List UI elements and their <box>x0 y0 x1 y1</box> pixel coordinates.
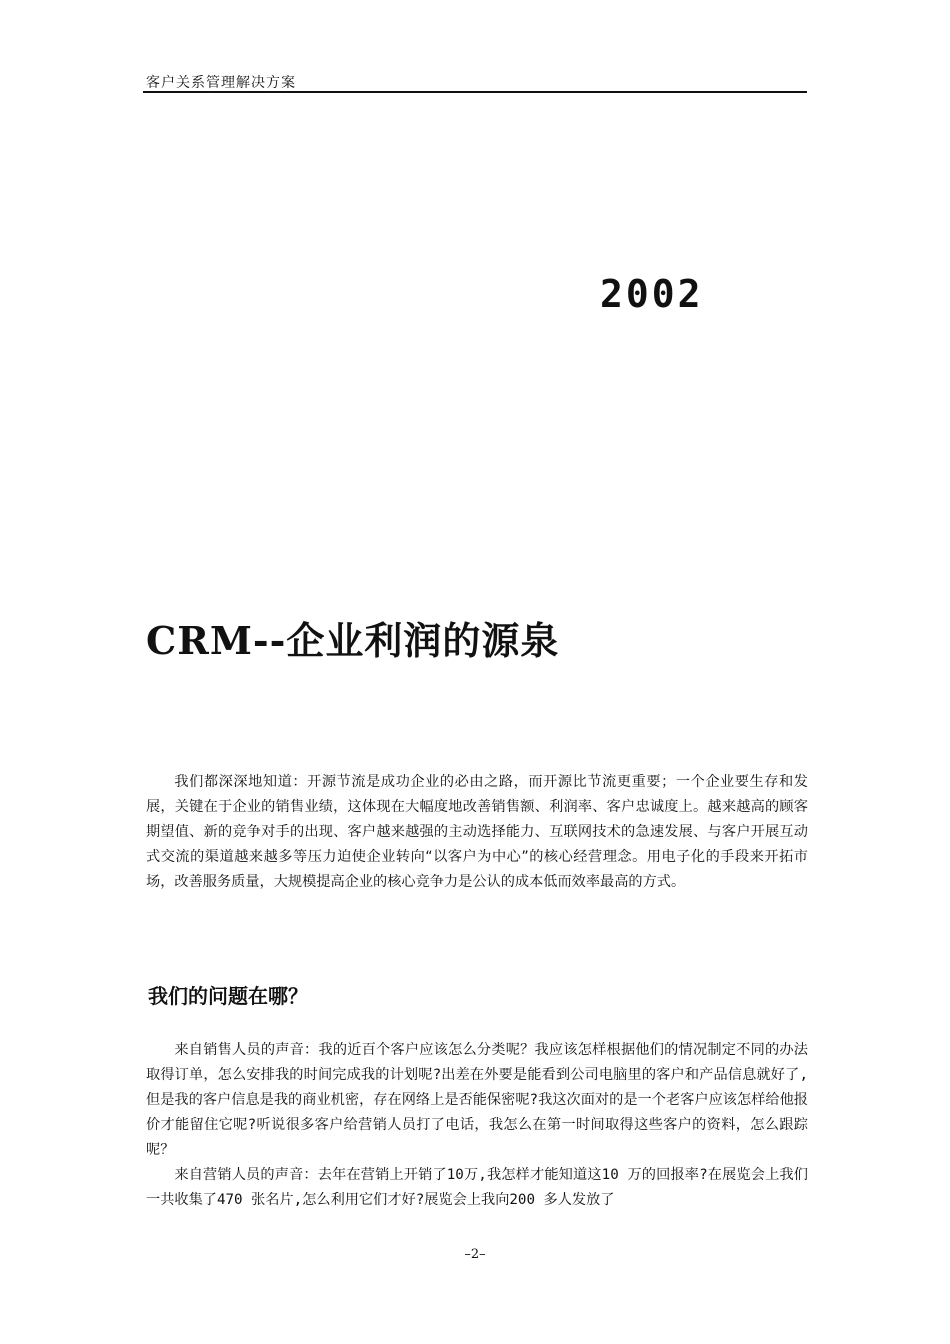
body-paragraph-marketing: 来自营销人员的声音：去年在营销上开销了10万,我怎样才能知道这10 万的回报率?在展览会上我们一共收集了470 张名片,怎么利用它们才好?展览会上我向200 多人发放了 <box>146 1167 808 1208</box>
body-paragraph-sales: 来自销售人员的声音：我的近百个客户应该怎么分类呢？我应该怎样根据他们的情况制定不同的办法取得订单，怎么安排我的时间完成我的计划呢?出差在外要是能看到公司电脑里的客户和产品信息就好了,但是我的客户信息是我的商业机密，存在网络上是否能保密呢?我这次面对的是一个老客户应该怎样给他报价才能留住它呢?听说很多客户给营销人员打了电话，我怎么在第一时间取得这些客户的资料，怎么跟踪呢？ <box>146 1042 808 1158</box>
intro-paragraph: 我们都深深地知道：开源节流是成功企业的必由之路，而开源比节流更重要；一个企业要生存和发展，关键在于企业的销售业绩，这体现在大幅度地改善销售额、利润率、客户忠诚度上。越来越高的顾客期望值、新的竞争对手的出现、客户越来越强的主动选择能力、互联网技术的急速发展、与客户开展互动式交流的渠道越来越多等压力迫使企业转向“以客户为中心”的核心经营理念。用电子化的手段来开拓市场，改善服务质量，大规模提高企业的核心竞争力是公认的成本低而效率最高的方式。 <box>146 774 808 890</box>
document-title: CRM--企业利润的源泉 <box>146 618 560 663</box>
cover-year: 2002 <box>600 272 704 316</box>
page-number: –2– <box>464 1247 486 1262</box>
section-body <box>146 1038 808 1213</box>
header-rule <box>143 91 807 93</box>
running-header: 客户关系管理解决方案 <box>146 75 296 91</box>
section-heading: 我们的问题在哪？ <box>148 984 308 1008</box>
